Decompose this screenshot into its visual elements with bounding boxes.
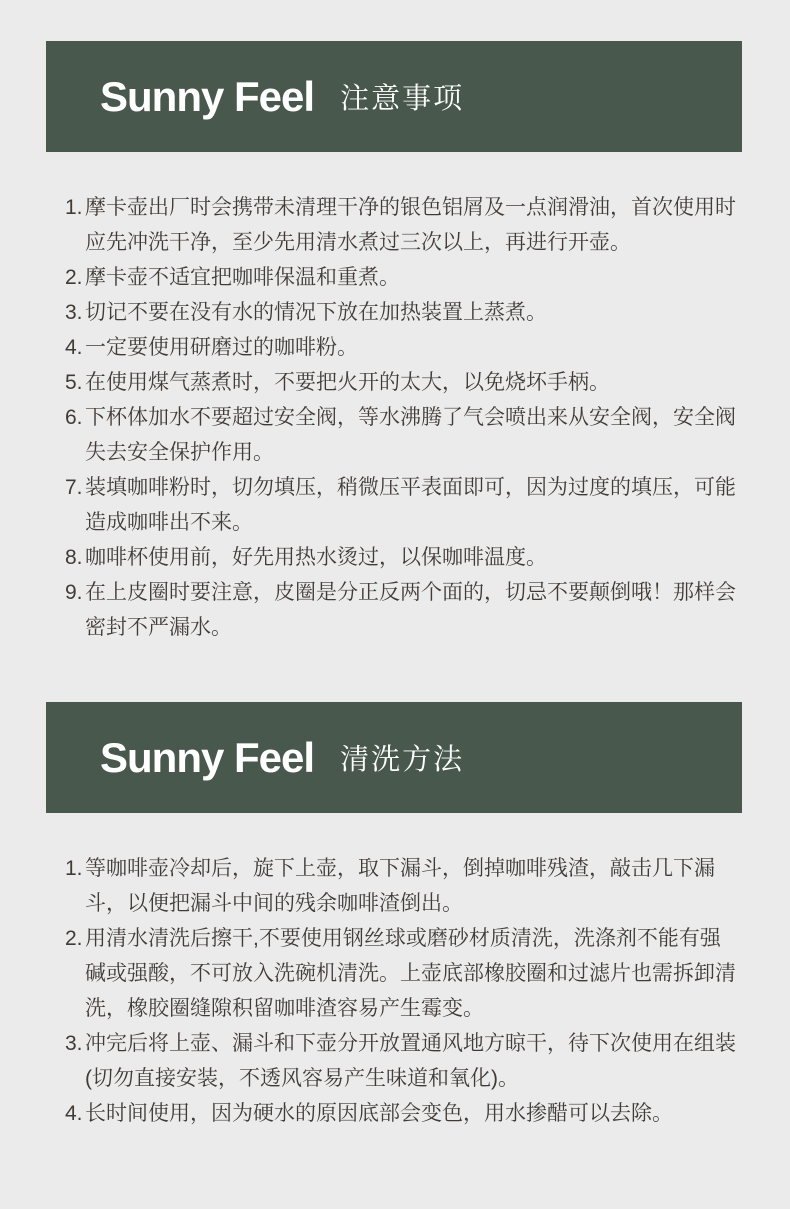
cleaning-list [0, 813, 790, 1188]
list-item [65, 260, 738, 295]
list-item [65, 575, 738, 645]
item-number: 4. [65, 336, 83, 359]
item-text: 摩卡壶不适宜把咖啡保温和重煮。 [85, 266, 400, 289]
item-text: 摩卡壶出厂时会携带未清理干净的银色铝屑及一点润滑油，首次使用时应先冲洗干净，至少先用清水煮过三次以上，再进行开壶。 [85, 196, 736, 254]
item-text: 装填咖啡粉时，切勿填压，稍微压平表面即可，因为过度的填压，可能造成咖啡出不来。 [85, 476, 736, 534]
item-number: 9. [65, 581, 83, 604]
list-item [65, 1096, 738, 1131]
item-number: 7. [65, 476, 83, 499]
cleaning-banner [46, 702, 742, 813]
item-text: 用清水清洗后擦干,不要使用钢丝球或磨砂材质清洗，洗涤剂不能有强碱或强酸，不可放入洗碗机清洗。上壶底部橡胶圈和过滤片也需拆卸清洗，橡胶圈缝隙积留咖啡渣容易产生霉变。 [85, 927, 736, 1020]
item-number: 1. [65, 196, 83, 219]
item-text: 一定要使用研磨过的咖啡粉。 [85, 336, 358, 359]
item-number: 8. [65, 546, 83, 569]
precautions-section [0, 41, 790, 702]
item-number: 1. [65, 857, 83, 880]
list-item [65, 470, 738, 540]
list-item [65, 365, 738, 400]
list-item [65, 540, 738, 575]
item-number: 3. [65, 301, 83, 324]
item-text: 长时间使用，因为硬水的原因底部会变色，用水掺醋可以去除。 [85, 1102, 673, 1125]
item-text: 等咖啡壶冷却后，旋下上壶，取下漏斗，倒掉咖啡残渣，敲击几下漏斗，以便把漏斗中间的残余咖啡渣倒出。 [85, 857, 715, 915]
brand-logo: Sunny Feel [100, 72, 315, 120]
item-text: 冲完后将上壶、漏斗和下壶分开放置通风地方晾干，待下次使用在组装(切勿直接安装，不透风容易产生味道和氧化)。 [85, 1032, 736, 1090]
list-item [65, 190, 738, 260]
item-text: 在上皮圈时要注意，皮圈是分正反两个面的，切忌不要颠倒哦！那样会密封不严漏水。 [85, 581, 736, 639]
item-number: 3. [65, 1032, 83, 1055]
list-item [65, 1026, 738, 1096]
list-item [65, 921, 738, 1026]
precautions-list [0, 152, 790, 702]
item-text: 在使用煤气蒸煮时，不要把火开的太大，以免烧坏手柄。 [85, 371, 610, 394]
cleaning-section [0, 702, 790, 1188]
list-item [65, 330, 738, 365]
item-text: 切记不要在没有水的情况下放在加热装置上蒸煮。 [85, 301, 547, 324]
item-number: 2. [65, 266, 83, 289]
item-number: 4. [65, 1102, 83, 1125]
list-item [65, 400, 738, 470]
item-number: 6. [65, 406, 83, 429]
precautions-banner [46, 41, 742, 152]
item-number: 5. [65, 371, 83, 394]
section-title-precautions: 注意事项 [340, 83, 465, 115]
list-item [65, 851, 738, 921]
brand-logo: Sunny Feel [100, 733, 315, 781]
item-text: 下杯体加水不要超过安全阀，等水沸腾了气会喷出来从安全阀，安全阀失去安全保护作用。 [85, 406, 736, 464]
item-number: 2. [65, 927, 83, 950]
list-item [65, 295, 738, 330]
section-title-cleaning: 清洗方法 [340, 744, 465, 776]
item-text: 咖啡杯使用前，好先用热水烫过，以保咖啡温度。 [85, 546, 547, 569]
